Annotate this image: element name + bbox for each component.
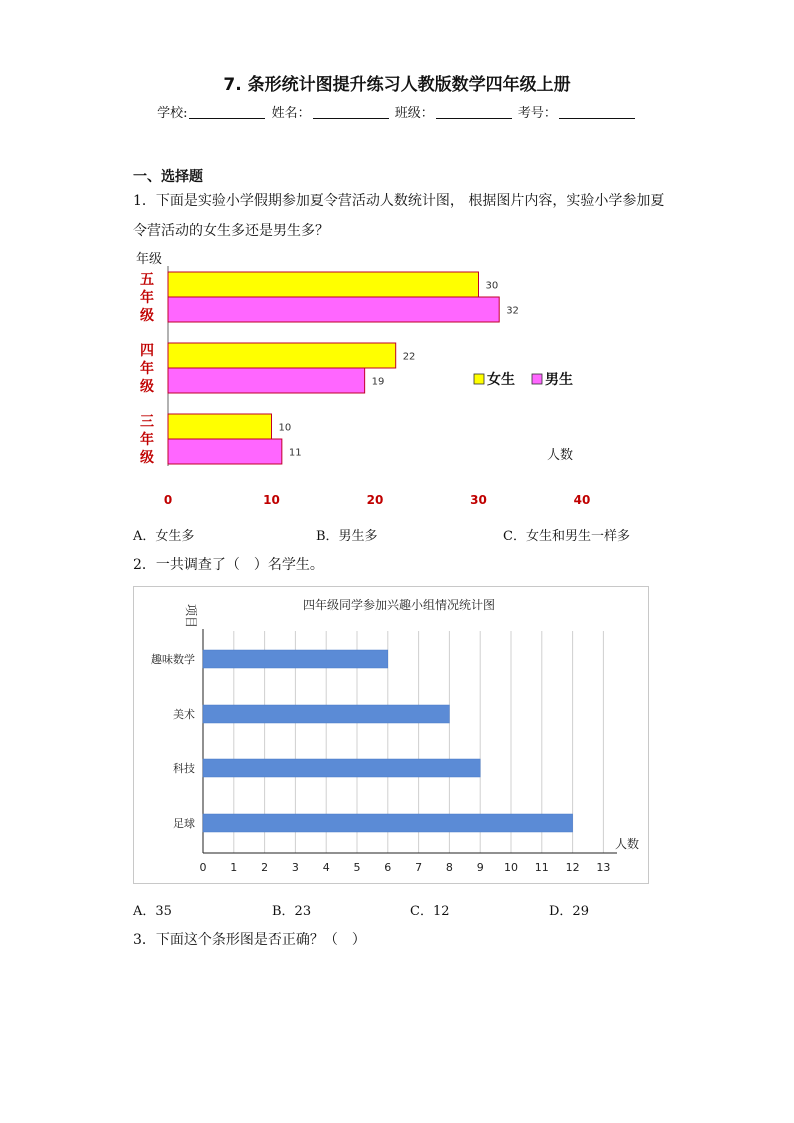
bar-趣味数学 [203, 650, 388, 668]
x-tick-10: 10 [263, 493, 280, 507]
bar-四年级-女生 [168, 343, 396, 368]
q1-option-a[interactable]: A．女生多 [133, 529, 195, 544]
question-2: 2．一共调查了（ ）名学生。 [133, 557, 324, 573]
x-tick-12: 12 [565, 861, 580, 874]
category-label-四年级-1: 年 [140, 361, 154, 377]
category-label-五年级-0: 五 [140, 272, 154, 288]
bar-四年级-男生 [168, 368, 365, 393]
bar-足球 [203, 814, 573, 832]
chart-title: 四年级同学参加兴趣小组情况统计图 [302, 598, 496, 612]
category-label-科技: 科技 [173, 762, 195, 775]
bar-五年级-男生 [168, 297, 499, 322]
bar-五年级-女生 [168, 272, 479, 297]
category-label-五年级-2: 级 [140, 308, 154, 324]
category-label-五年级-1: 年 [140, 290, 154, 306]
legend-swatch-女生 [474, 374, 484, 384]
question-1 [133, 186, 673, 246]
x-tick-5: 5 [353, 861, 361, 874]
q1-option-b[interactable]: B．男生多 [316, 529, 378, 544]
class-blank[interactable] [436, 106, 512, 119]
category-label-四年级-2: 级 [140, 379, 154, 395]
x-tick-1: 1 [230, 861, 238, 874]
category-label-三年级-2: 级 [140, 450, 154, 466]
name-blank[interactable] [313, 106, 389, 119]
chart-frame [134, 587, 649, 884]
legend-swatch-男生 [532, 374, 542, 384]
data-label-四年级-男生: 19 [371, 376, 385, 388]
x-tick-8: 8 [445, 861, 453, 874]
question-1-line1: 1．下面是实验小学假期参加夏令营活动人数统计图， 根据图片内容，实验小学参加夏 [133, 193, 665, 209]
bar-三年级-男生 [168, 439, 282, 464]
x-tick-11: 11 [534, 861, 549, 874]
q1-option-c[interactable]: C．女生和男生一样多 [503, 529, 630, 544]
x-tick-40: 40 [573, 493, 591, 507]
bar-科技 [203, 759, 480, 777]
category-label-三年级-1: 年 [140, 432, 154, 448]
student-info-row [0, 102, 794, 121]
data-label-五年级-男生: 32 [506, 305, 519, 317]
bar-美术 [203, 705, 449, 723]
x-tick-2: 2 [261, 861, 269, 874]
bar-三年级-女生 [168, 414, 272, 439]
q2-option-c[interactable]: C．12 [410, 904, 450, 919]
q2-option-a[interactable]: A．35 [133, 904, 172, 919]
legend-label-女生: 女生 [487, 372, 515, 388]
category-label-美术: 美术 [173, 708, 195, 721]
data-label-三年级-女生: 10 [278, 422, 292, 434]
question-1-line2: 令营活动的女生多还是男生多？ [133, 223, 329, 239]
question-3: 3．下面这个条形图是否正确？（ ） [133, 932, 366, 948]
grade-camp-chart [130, 248, 610, 518]
exam-no-label: 考号： [517, 106, 557, 121]
y-axis-label: 项目 [184, 604, 198, 629]
x-tick-30: 30 [470, 493, 487, 507]
data-label-四年级-女生: 22 [402, 351, 416, 363]
school-blank[interactable] [189, 106, 265, 119]
question-2-options [133, 900, 673, 920]
x-tick-9: 9 [476, 861, 484, 874]
category-label-三年级-0: 三 [140, 414, 154, 430]
x-tick-13: 13 [596, 861, 611, 874]
q2-option-b[interactable]: B．23 [272, 904, 312, 919]
exam-no-blank[interactable] [559, 106, 635, 119]
category-label-足球: 足球 [173, 817, 195, 830]
x-tick-0: 0 [163, 493, 173, 507]
x-axis-label: 人数 [615, 837, 640, 851]
data-label-三年级-男生: 11 [288, 447, 302, 459]
q2-option-d[interactable]: D．29 [549, 904, 589, 919]
x-tick-6: 6 [384, 861, 392, 874]
x-axis-label: 人数 [547, 448, 574, 463]
x-tick-4: 4 [322, 861, 330, 874]
x-tick-0: 0 [199, 861, 207, 874]
school-label: 学校: [157, 106, 188, 121]
category-label-趣味数学: 趣味数学 [151, 653, 195, 666]
name-label: 姓名： [271, 106, 311, 121]
interest-group-chart [133, 586, 649, 884]
section-title: 一、选择题 [133, 169, 203, 185]
class-label: 班级： [394, 106, 434, 121]
category-label-四年级-0: 四 [140, 343, 154, 359]
y-axis-label: 年级 [136, 252, 163, 267]
page-title: 7. 条形统计图提升练习人教版数学四年级上册 [223, 75, 571, 95]
x-tick-7: 7 [415, 861, 423, 874]
x-tick-10: 10 [504, 861, 518, 874]
legend-label-男生: 男生 [545, 372, 573, 388]
data-label-五年级-女生: 30 [485, 280, 499, 292]
x-tick-3: 3 [291, 861, 299, 874]
x-tick-20: 20 [366, 493, 384, 507]
question-1-options [133, 525, 673, 545]
